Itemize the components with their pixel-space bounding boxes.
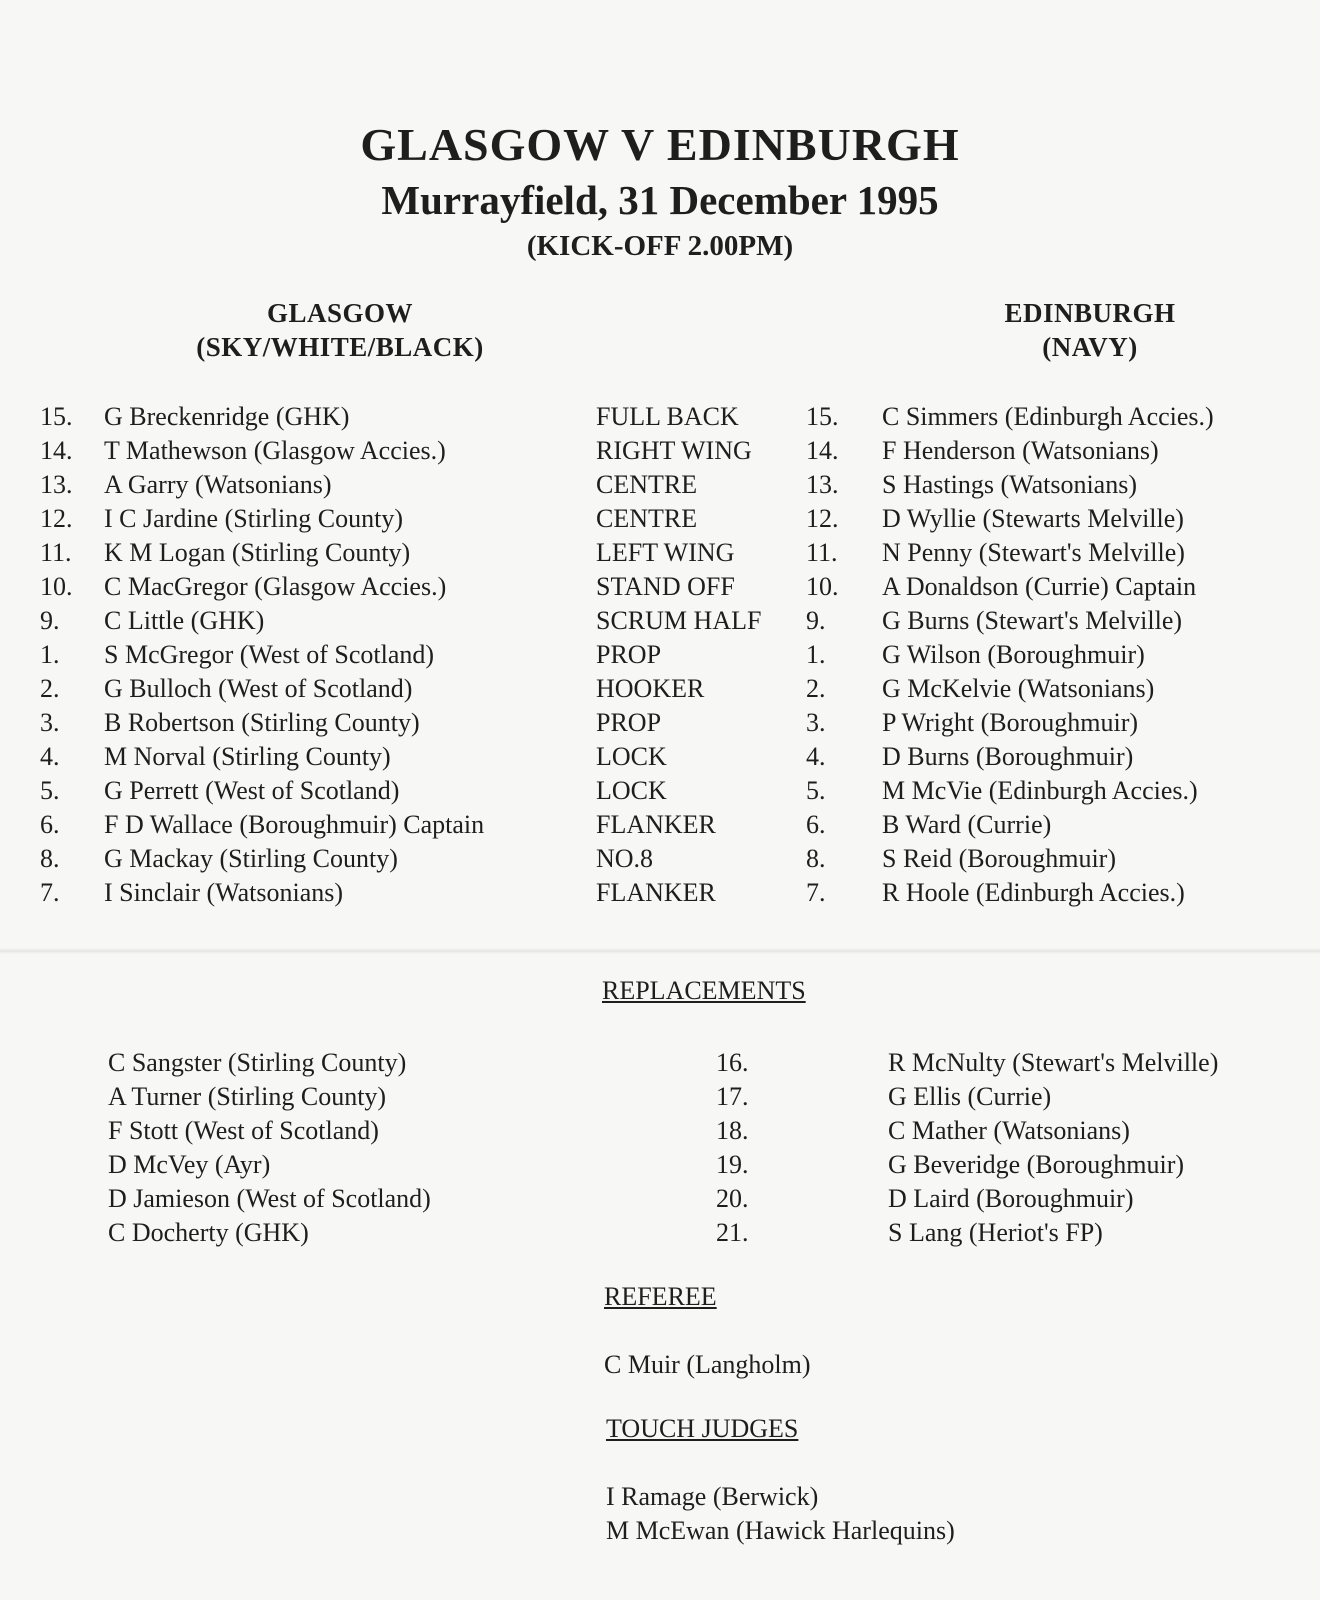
away-replacement: C Mather (Watsonians) bbox=[888, 1116, 1130, 1145]
position-label: FLANKER bbox=[596, 878, 716, 907]
away-player: G Wilson (Boroughmuir) bbox=[882, 640, 1145, 669]
home-player: K M Logan (Stirling County) bbox=[104, 538, 411, 567]
paper-fold-line bbox=[0, 948, 1320, 954]
position-label: CENTRE bbox=[596, 470, 698, 499]
position-label: FLANKER bbox=[596, 810, 716, 839]
away-player: S Reid (Boroughmuir) bbox=[882, 844, 1116, 873]
position-label: NO.8 bbox=[596, 844, 654, 873]
away-team-heading bbox=[960, 296, 1220, 364]
position-label: STAND OFF bbox=[596, 572, 735, 601]
replacement-number: 19. bbox=[716, 1150, 749, 1179]
home-player: I C Jardine (Stirling County) bbox=[104, 504, 403, 533]
away-player: G McKelvie (Watsonians) bbox=[882, 674, 1155, 703]
home-player: S McGregor (West of Scotland) bbox=[104, 640, 435, 669]
away-shirt-number: 3. bbox=[806, 708, 826, 737]
away-replacement: R McNulty (Stewart's Melville) bbox=[888, 1048, 1219, 1077]
home-team-colours: (SKY/WHITE/BLACK) bbox=[196, 332, 484, 362]
home-replacement: C Sangster (Stirling County) bbox=[108, 1048, 407, 1077]
home-shirt-number: 3. bbox=[40, 708, 60, 737]
home-shirt-number: 9. bbox=[40, 606, 60, 635]
away-shirt-number: 1. bbox=[806, 640, 826, 669]
home-shirt-number: 14. bbox=[40, 436, 73, 465]
away-shirt-number: 8. bbox=[806, 844, 826, 873]
position-label: HOOKER bbox=[596, 674, 705, 703]
home-replacement: D McVey (Ayr) bbox=[108, 1150, 271, 1179]
replacement-number: 20. bbox=[716, 1184, 749, 1213]
referee-heading: REFEREE bbox=[604, 1282, 717, 1311]
away-team-colours: (NAVY) bbox=[1042, 332, 1138, 362]
position-label: FULL BACK bbox=[596, 402, 739, 431]
away-player: D Burns (Boroughmuir) bbox=[882, 742, 1134, 771]
away-player: F Henderson (Watsonians) bbox=[882, 436, 1159, 465]
away-replacement: S Lang (Heriot's FP) bbox=[888, 1218, 1103, 1247]
position-label: RIGHT WING bbox=[596, 436, 752, 465]
home-replacement: F Stott (West of Scotland) bbox=[108, 1116, 379, 1145]
replacement-number: 17. bbox=[716, 1082, 749, 1111]
home-shirt-number: 12. bbox=[40, 504, 73, 533]
home-shirt-number: 7. bbox=[40, 878, 60, 907]
home-player: G Bulloch (West of Scotland) bbox=[104, 674, 413, 703]
away-player: S Hastings (Watsonians) bbox=[882, 470, 1137, 499]
position-label: SCRUM HALF bbox=[596, 606, 762, 635]
home-shirt-number: 5. bbox=[40, 776, 60, 805]
home-player: B Robertson (Stirling County) bbox=[104, 708, 420, 737]
position-label: LEFT WING bbox=[596, 538, 735, 567]
kickoff-time: (KICK-OFF 2.00PM) bbox=[526, 230, 794, 262]
touch-judge-name: M McEwan (Hawick Harlequins) bbox=[606, 1516, 955, 1545]
away-player: D Wyllie (Stewarts Melville) bbox=[882, 504, 1184, 533]
away-team-name: EDINBURGH bbox=[1004, 298, 1176, 328]
home-shirt-number: 6. bbox=[40, 810, 60, 839]
home-shirt-number: 4. bbox=[40, 742, 60, 771]
away-player: R Hoole (Edinburgh Accies.) bbox=[882, 878, 1185, 907]
home-replacement: A Turner (Stirling County) bbox=[108, 1082, 387, 1111]
away-shirt-number: 7. bbox=[806, 878, 826, 907]
match-venue-date: Murrayfield, 31 December 1995 bbox=[381, 177, 939, 223]
position-label: LOCK bbox=[596, 742, 667, 771]
away-shirt-number: 2. bbox=[806, 674, 826, 703]
position-label: PROP bbox=[596, 640, 662, 669]
away-shirt-number: 6. bbox=[806, 810, 826, 839]
home-player: I Sinclair (Watsonians) bbox=[104, 878, 344, 907]
home-shirt-number: 11. bbox=[40, 538, 72, 567]
away-player: G Burns (Stewart's Melville) bbox=[882, 606, 1183, 635]
home-player: A Garry (Watsonians) bbox=[104, 470, 332, 499]
away-shirt-number: 15. bbox=[806, 402, 839, 431]
away-replacement: G Beveridge (Boroughmuir) bbox=[888, 1150, 1185, 1179]
away-shirt-number: 14. bbox=[806, 436, 839, 465]
position-label: CENTRE bbox=[596, 504, 698, 533]
home-player: G Mackay (Stirling County) bbox=[104, 844, 398, 873]
away-player: C Simmers (Edinburgh Accies.) bbox=[882, 402, 1214, 431]
home-shirt-number: 10. bbox=[40, 572, 73, 601]
home-player: C MacGregor (Glasgow Accies.) bbox=[104, 572, 447, 601]
away-player: A Donaldson (Currie) Captain bbox=[882, 572, 1197, 601]
position-label: PROP bbox=[596, 708, 662, 737]
touch-judge-name: I Ramage (Berwick) bbox=[606, 1482, 819, 1511]
home-player: G Breckenridge (GHK) bbox=[104, 402, 350, 431]
away-shirt-number: 11. bbox=[806, 538, 838, 567]
away-shirt-number: 9. bbox=[806, 606, 826, 635]
home-player: G Perrett (West of Scotland) bbox=[104, 776, 400, 805]
match-title: GLASGOW V EDINBURGH bbox=[360, 119, 960, 170]
replacement-number: 16. bbox=[716, 1048, 749, 1077]
position-label: LOCK bbox=[596, 776, 667, 805]
home-shirt-number: 1. bbox=[40, 640, 60, 669]
home-team-heading bbox=[180, 296, 500, 364]
replacements-heading: REPLACEMENTS bbox=[602, 976, 806, 1005]
home-player: T Mathewson (Glasgow Accies.) bbox=[104, 436, 446, 465]
away-player: P Wright (Boroughmuir) bbox=[882, 708, 1139, 737]
touch-judges-heading: TOUCH JUDGES bbox=[606, 1414, 799, 1443]
away-shirt-number: 13. bbox=[806, 470, 839, 499]
referee-name: C Muir (Langholm) bbox=[604, 1350, 811, 1379]
home-shirt-number: 15. bbox=[40, 402, 73, 431]
away-player: B Ward (Currie) bbox=[882, 810, 1052, 839]
away-player: N Penny (Stewart's Melville) bbox=[882, 538, 1185, 567]
away-shirt-number: 12. bbox=[806, 504, 839, 533]
away-replacement: D Laird (Boroughmuir) bbox=[888, 1184, 1134, 1213]
away-shirt-number: 4. bbox=[806, 742, 826, 771]
away-player: M McVie (Edinburgh Accies.) bbox=[882, 776, 1198, 805]
home-player: M Norval (Stirling County) bbox=[104, 742, 391, 771]
home-shirt-number: 8. bbox=[40, 844, 60, 873]
replacement-number: 18. bbox=[716, 1116, 749, 1145]
home-replacement: C Docherty (GHK) bbox=[108, 1218, 309, 1247]
away-shirt-number: 5. bbox=[806, 776, 826, 805]
home-shirt-number: 2. bbox=[40, 674, 60, 703]
home-team-name: GLASGOW bbox=[266, 298, 414, 328]
home-shirt-number: 13. bbox=[40, 470, 73, 499]
replacement-number: 21. bbox=[716, 1218, 749, 1247]
home-player: F D Wallace (Boroughmuir) Captain bbox=[104, 810, 485, 839]
away-shirt-number: 10. bbox=[806, 572, 839, 601]
away-replacement: G Ellis (Currie) bbox=[888, 1082, 1052, 1111]
home-replacement: D Jamieson (West of Scotland) bbox=[108, 1184, 431, 1213]
home-player: C Little (GHK) bbox=[104, 606, 265, 635]
